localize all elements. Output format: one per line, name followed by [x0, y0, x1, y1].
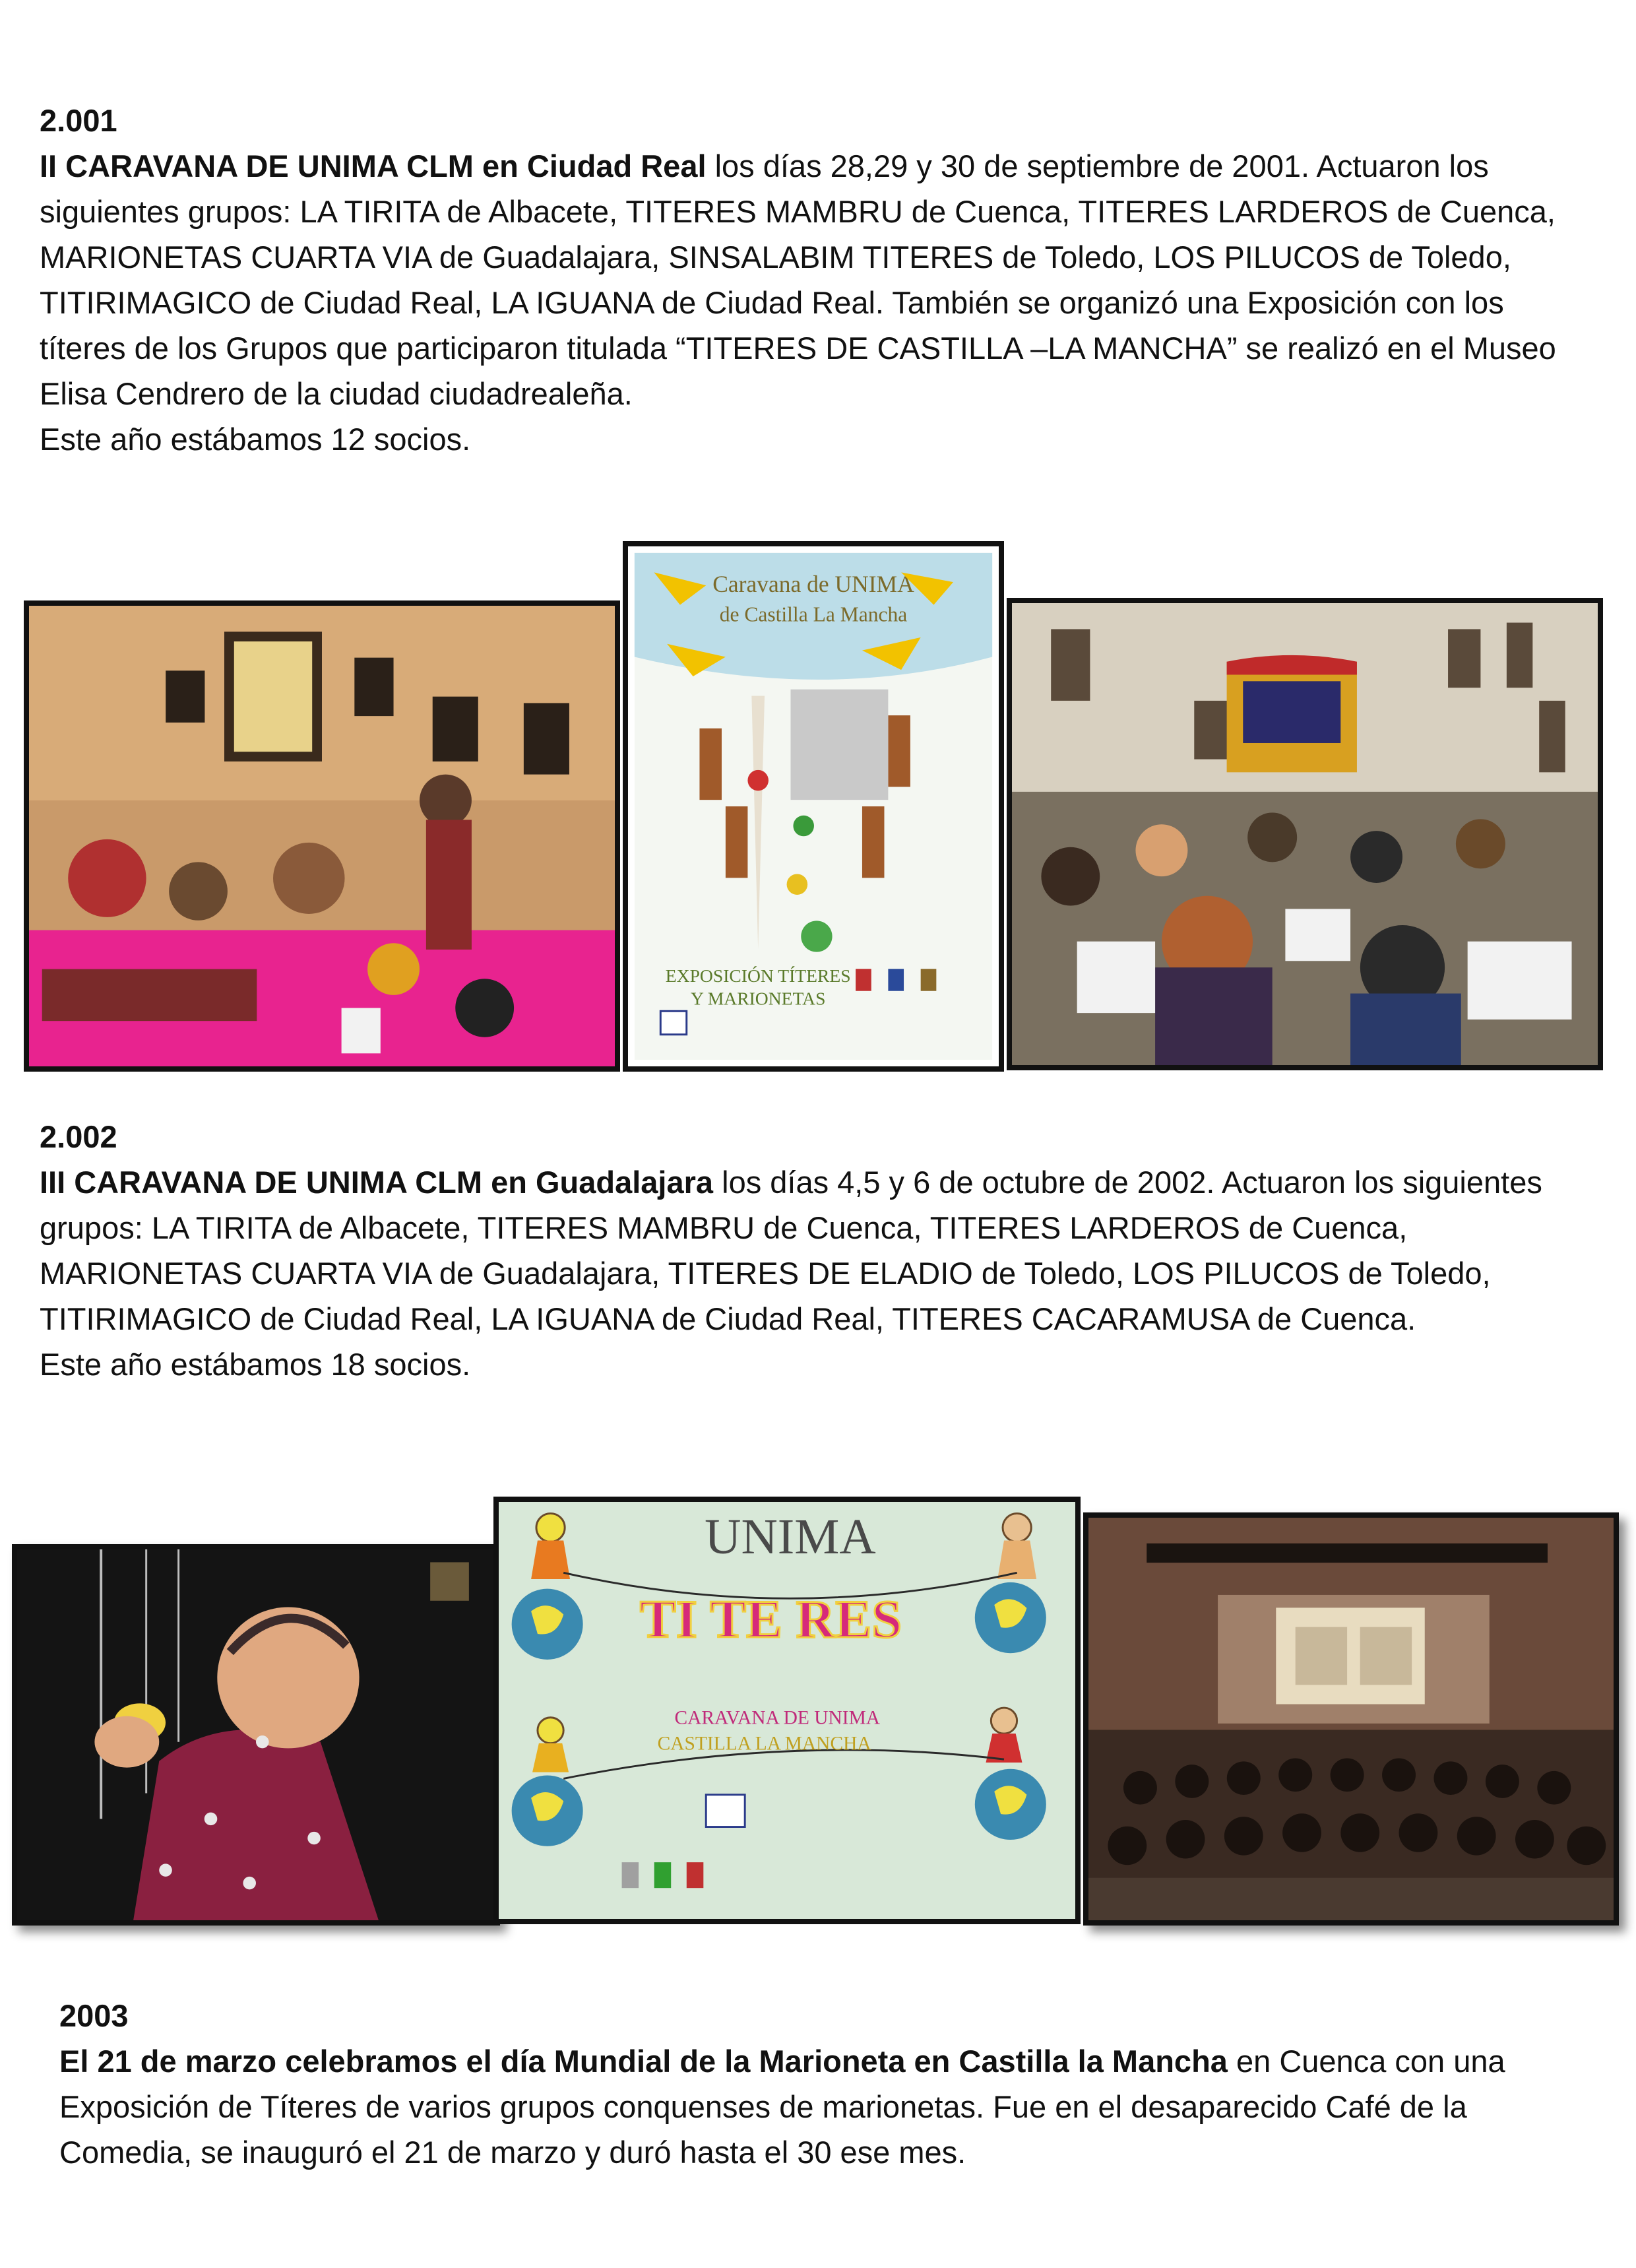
section-2001 [40, 98, 1577, 462]
poster-2002-caravana-1: CARAVANA DE UNIMA [674, 1707, 881, 1729]
year-heading: 2003 [59, 1998, 129, 2033]
year-heading: 2.002 [40, 1119, 117, 1154]
poster-2002-title: UNIMA [705, 1508, 876, 1565]
poster-2001-title-1: Caravana de UNIMA [712, 570, 914, 597]
poster-2001-expo-1: EXPOSICIÓN TÍTERES [665, 965, 851, 986]
poster-2002-image [499, 1502, 1075, 1919]
poster-2001-expo-2: Y MARIONETAS [690, 988, 826, 1009]
section-lead: El 21 de marzo celebramos el día Mundial de la Marioneta en Castilla la Mancha [59, 2044, 1228, 2079]
members-count: Este año estábamos 18 socios. [40, 1347, 471, 1382]
poster-2001-title-2: de Castilla La Mancha [719, 602, 908, 626]
poster-2002-caravana-2: CASTILLA LA MANCHA [657, 1733, 871, 1755]
section-lead: III CARAVANA DE UNIMA CLM en Guadalajara [40, 1165, 714, 1200]
section-paragraph [40, 143, 1577, 416]
section-lead: II CARAVANA DE UNIMA CLM en Ciudad Real [40, 148, 707, 183]
section-body: en Cuenca con una Exposición de Títeres de varios grupos conquenses de marionetas. Fue en el desaparecido Café de la Comedia, se inauguró el 21 de marzo y duró hasta el 30 ese mes. [59, 2044, 1505, 2170]
section-paragraph [40, 1159, 1577, 1342]
photo-puppeteer-2002 [12, 1544, 500, 1926]
section-paragraph [59, 2038, 1596, 2175]
poster-2001-image [628, 546, 999, 1066]
theater-image [1088, 1518, 1614, 1920]
puppet-exhibition-image [29, 606, 615, 1066]
section-body: los días 28,29 y 30 de septiembre de 2001. Actuaron los siguientes grupos: LA TIRITA de Albacete, TITERES MAMBRU de Cuenca, TITERES LARDEROS de Cuenca, MARIONETAS CUARTA VIA de Guadalajara, SINSALABIM TITERES de Toledo, LOS PILUCOS de Toledo, TITIRIMAGICO de Ciudad Real, LA IGUANA de Ciudad Real. También se organizó una Exposición con los títeres de los Grupos que participaron titulada “TITERES DE CASTILLA –LA MANCHA” se realizó en el Museo Elisa Cendrero de la ciudad ciudadrealeña. [40, 148, 1556, 411]
poster-caravana-2002 [493, 1497, 1081, 1924]
section-body: los días 4,5 y 6 de octubre de 2002. Actuaron los siguientes grupos: LA TIRITA de Albacete, TITERES MAMBRU de Cuenca, TITERES LARDEROS de Cuenca, MARIONETAS CUARTA VIA de Guadalajara, TITERES DE ELADIO de Toledo, LOS PILUCOS de Toledo, TITIRIMAGICO de Ciudad Real, LA IGUANA de Ciudad Real, TITERES CACARAMUSA de Cuenca. [40, 1165, 1542, 1336]
section-2003 [59, 1993, 1596, 2175]
poster-exposicion-2001 [623, 541, 1004, 1072]
photo-puppet-exhibition [24, 600, 620, 1072]
section-2002 [40, 1114, 1577, 1387]
photo-outdoor-performance-2001 [1007, 598, 1603, 1070]
members-count: Este año estábamos 12 socios. [40, 422, 471, 457]
year-heading: 2.001 [40, 103, 117, 138]
puppeteer-image [17, 1549, 495, 1920]
outdoor-performance-image [1012, 603, 1598, 1065]
poster-2002-word: TI TE RES [639, 1589, 902, 1649]
photo-theater-2002 [1083, 1512, 1619, 1926]
